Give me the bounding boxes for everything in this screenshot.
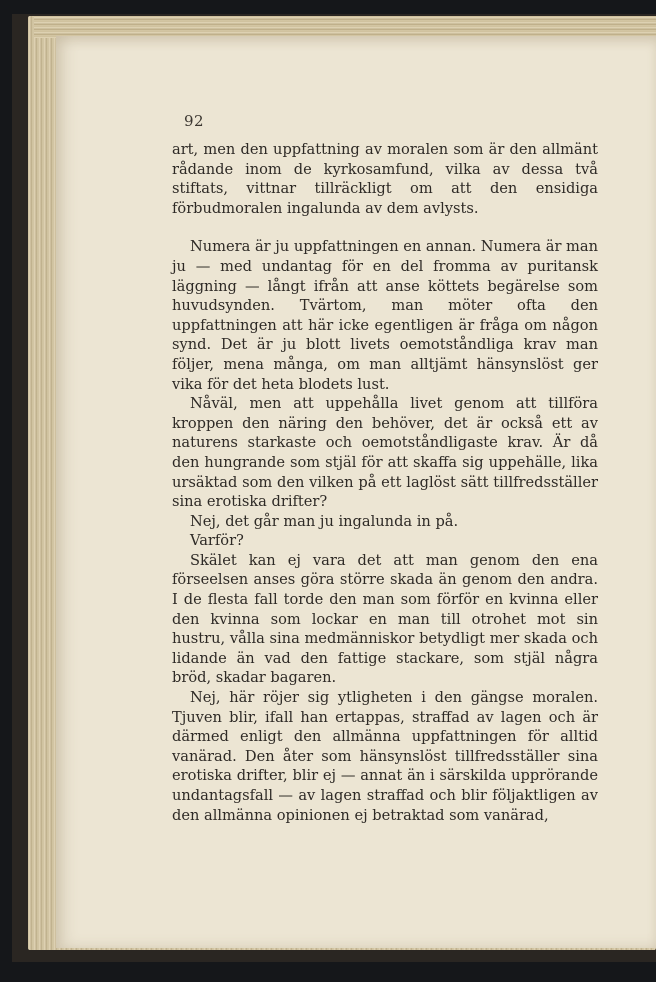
paragraph: art, men den uppfattning av moralen som är den allmänt rådande inom de kyrkosamfund, vilka av dessa två stiftats, vittnar tillräckligt om att den ensidiga förbudmoralen ingalunda av dem avlysts.	[172, 141, 598, 217]
body-text	[172, 140, 598, 825]
paragraph: Nej, det går man ju ingalunda in på.	[190, 512, 459, 530]
paragraph: Nåväl, men att uppehålla livet genom att tillföra kroppen den näring den behöver, det är också ett av naturens starkaste och oemotståndligaste krav. Är då den hungrande som stjäl för att skaffa sig uppehälle, lika ursäktad som den vilken på ett laglöst sätt tillfredsställer sina erotiska drifter?	[172, 395, 598, 511]
paragraph: Varför?	[190, 532, 244, 550]
paragraph: Skälet kan ej vara det att man genom den ena förseelsen anses göra större skada än genom den andra. I de flesta fall torde den man som förför en kvinna eller den kvinna som lockar en man till otrohet mot sin hustru, vålla sina medmänniskor betydligt mer skada och lidande än vad den fattige stackare, som stjäl några bröd, skadar bagaren.	[172, 551, 598, 687]
paragraph: Numera är ju uppfattningen en annan. Numera är man ju — med undantag för en del fromma av puritansk läggning — långt ifrån att anse köttets begärelse som huvudsynden. Tvärtom, man möter ofta den uppfattningen att här icke egentligen är fråga om någon synd. Det är ju blott livets oemotståndliga krav man följer, mena många, om man alltjämt hänsynslöst ger vika för det heta blodets lust.	[172, 238, 598, 393]
page-edges-top	[34, 16, 656, 38]
page-number: 92	[184, 112, 205, 130]
paragraph: Nej, här röjer sig ytligheten i den gängse moralen. Tjuven blir, ifall han ertappas, straffad av lagen och är därmed enligt den allmänna uppfattningen för alltid vanärad. Den åter som hänsynslöst tillfredsställer sina erotiska drifter, blir ej — annat än i särskilda upprörande undantagsfall — av lagen straffad och blir följaktligen av den allmänna opinionen ej betraktad som vanärad,	[172, 689, 598, 824]
